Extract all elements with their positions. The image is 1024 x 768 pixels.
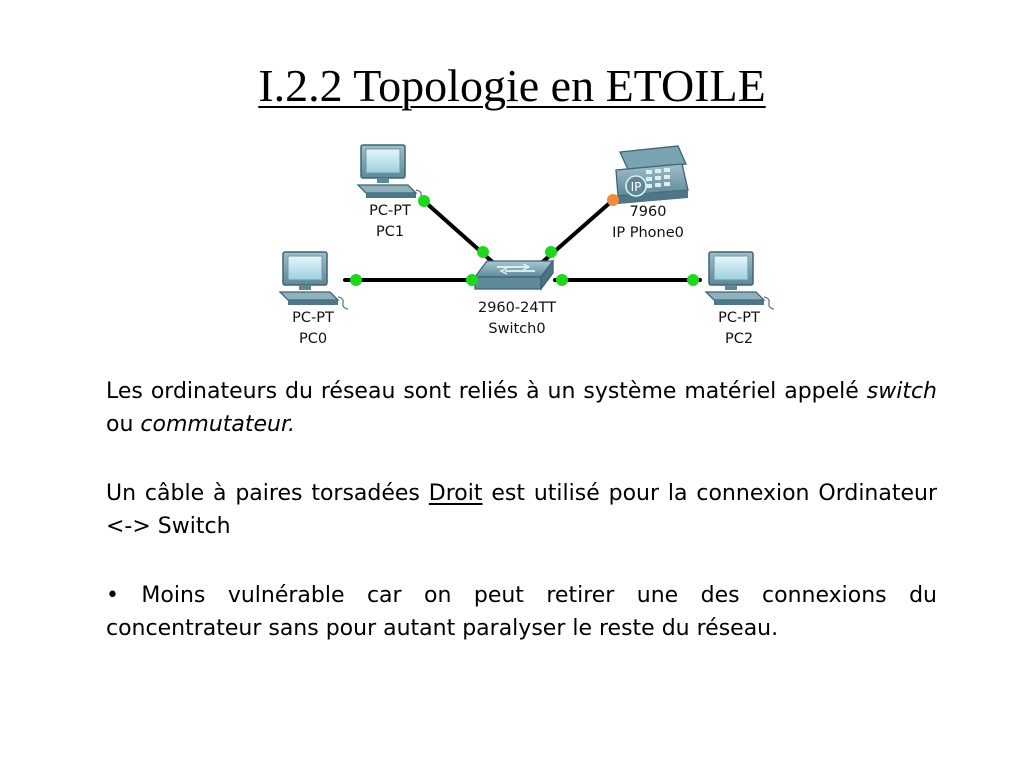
link-dot-pc0: [350, 274, 362, 286]
paragraph-cable-rest: est utilisé pour la connexion Ordinateur <-> Switch: [106, 481, 938, 539]
paragraph-advantage: • Moins vulnérable car on peut retirer une des connexions du concentrateur sans pour autant paralyser le reste du réseau.: [106, 583, 937, 641]
term-droit-link: Droit: [428, 481, 483, 506]
pc1-computer-icon[interactable]: [358, 145, 426, 202]
paragraph-cable: [106, 477, 937, 543]
switch-name-label: Switch0: [488, 321, 546, 337]
switch-icon[interactable]: [475, 261, 553, 289]
phone-name-label: IP Phone0: [612, 225, 684, 241]
pc1-name-label: PC1: [375, 224, 405, 240]
star-topology-diagram: [0, 0, 1024, 370]
pc2-computer-icon[interactable]: [706, 252, 774, 309]
term-commutateur: commutateur.: [140, 412, 295, 437]
paragraph-switch: [106, 375, 937, 441]
link-dot-switch-pc0: [466, 274, 478, 286]
link-dot-switch-pc2: [556, 274, 568, 286]
pc0-model-label: PC-PT: [292, 310, 334, 326]
switch-model-label: 2960-24TT: [477, 300, 557, 316]
slide-title: I.2.2 Topologie en ETOILE: [258, 60, 766, 111]
pc1-model-label: PC-PT: [369, 203, 411, 219]
link-dot-switch-phone: [545, 246, 557, 258]
link-dot-pc1: [418, 195, 430, 207]
pc0-computer-icon[interactable]: [280, 252, 348, 309]
ip-badge-label: IP: [630, 180, 642, 194]
paragraph-switch-text: Les ordinateurs du réseau sont reliés à un système matériel appelé: [106, 379, 867, 404]
paragraph-cable-text: Un câble à paires torsadées: [106, 481, 429, 506]
link-dot-phone: [607, 194, 619, 206]
pc2-model-label: PC-PT: [718, 310, 760, 326]
phone-model-label: 7960: [629, 204, 667, 220]
term-switch: switch: [866, 379, 937, 404]
paragraph-switch-conjunction: ou: [106, 412, 141, 437]
link-dot-switch-pc1: [477, 246, 489, 258]
link-dot-pc2: [687, 274, 699, 286]
pc2-name-label: PC2: [724, 331, 754, 347]
ip-phone-icon[interactable]: [616, 146, 688, 204]
pc0-name-label: PC0: [298, 331, 328, 347]
